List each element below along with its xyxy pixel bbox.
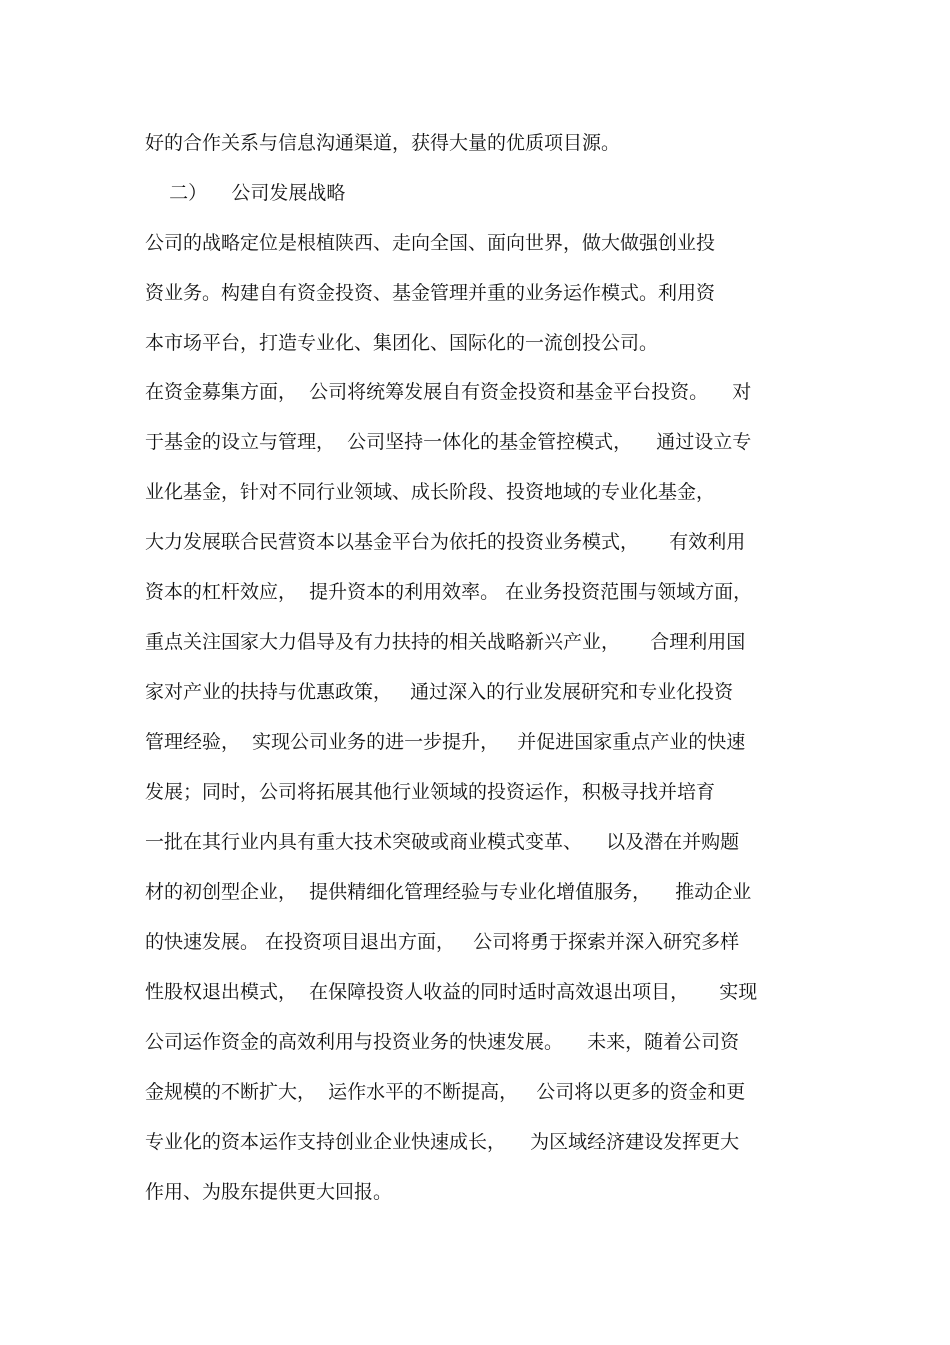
text-line: 金规模的不断扩大， 运作水平的不断提高， 公司将以更多的资金和更 bbox=[145, 1081, 746, 1103]
text-line: 专业化的资本运作支持创业企业快速成长， 为区域经济建设发挥更大 bbox=[145, 1131, 740, 1153]
text-line: 材的初创型企业， 提供精细化管理经验与专业化增值服务， 推动企业 bbox=[145, 881, 752, 903]
text-line: 发展；同时，公司将拓展其他行业领域的投资运作，积极寻找并培育 bbox=[145, 781, 716, 803]
section-heading: 二） 公司发展战略 bbox=[145, 182, 346, 204]
text-line: 资业务。构建自有资金投资、基金管理并重的业务运作模式。利用资 bbox=[145, 282, 716, 304]
text-line: 本市场平台，打造专业化、集团化、国际化的一流创投公司。 bbox=[145, 332, 659, 354]
text-line: 在资金募集方面， 公司将统筹发展自有资金投资和基金平台投资。 对 bbox=[145, 381, 752, 403]
text-line: 家对产业的扶持与优惠政策， 通过深入的行业发展研究和专业化投资 bbox=[145, 681, 734, 703]
text-line: 管理经验， 实现公司业务的进一步提升， 并促进国家重点产业的快速 bbox=[145, 731, 746, 753]
text-line: 性股权退出模式， 在保障投资人收益的同时适时高效退出项目， 实现 bbox=[145, 981, 758, 1003]
text-line: 大力发展联合民营资本以基金平台为依托的投资业务模式， 有效利用 bbox=[145, 531, 746, 553]
text-line: 公司的战略定位是根植陕西、走向全国、面向世界，做大做强创业投 bbox=[145, 232, 716, 254]
text-line: 作用、为股东提供更大回报。 bbox=[145, 1181, 393, 1203]
text-line: 好的合作关系与信息沟通渠道，获得大量的优质项目源。 bbox=[145, 132, 621, 154]
text-line: 业化基金，针对不同行业领域、成长阶段、投资地域的专业化基金， bbox=[145, 481, 716, 503]
text-line: 一批在其行业内具有重大技术突破或商业模式变革、 以及潜在并购题 bbox=[145, 831, 740, 853]
text-line: 资本的杠杆效应， 提升资本的利用效率。 在业务投资范围与领域方面， bbox=[145, 581, 753, 603]
text-line: 公司运作资金的高效利用与投资业务的快速发展。 未来，随着公司资 bbox=[145, 1031, 740, 1053]
text-line: 的快速发展。 在投资项目退出方面， 公司将勇于探索并深入研究多样 bbox=[145, 931, 740, 953]
text-line: 重点关注国家大力倡导及有力扶持的相关战略新兴产业， 合理利用国 bbox=[145, 631, 746, 653]
text-line: 于基金的设立与管理， 公司坚持一体化的基金管控模式， 通过设立专 bbox=[145, 431, 752, 453]
